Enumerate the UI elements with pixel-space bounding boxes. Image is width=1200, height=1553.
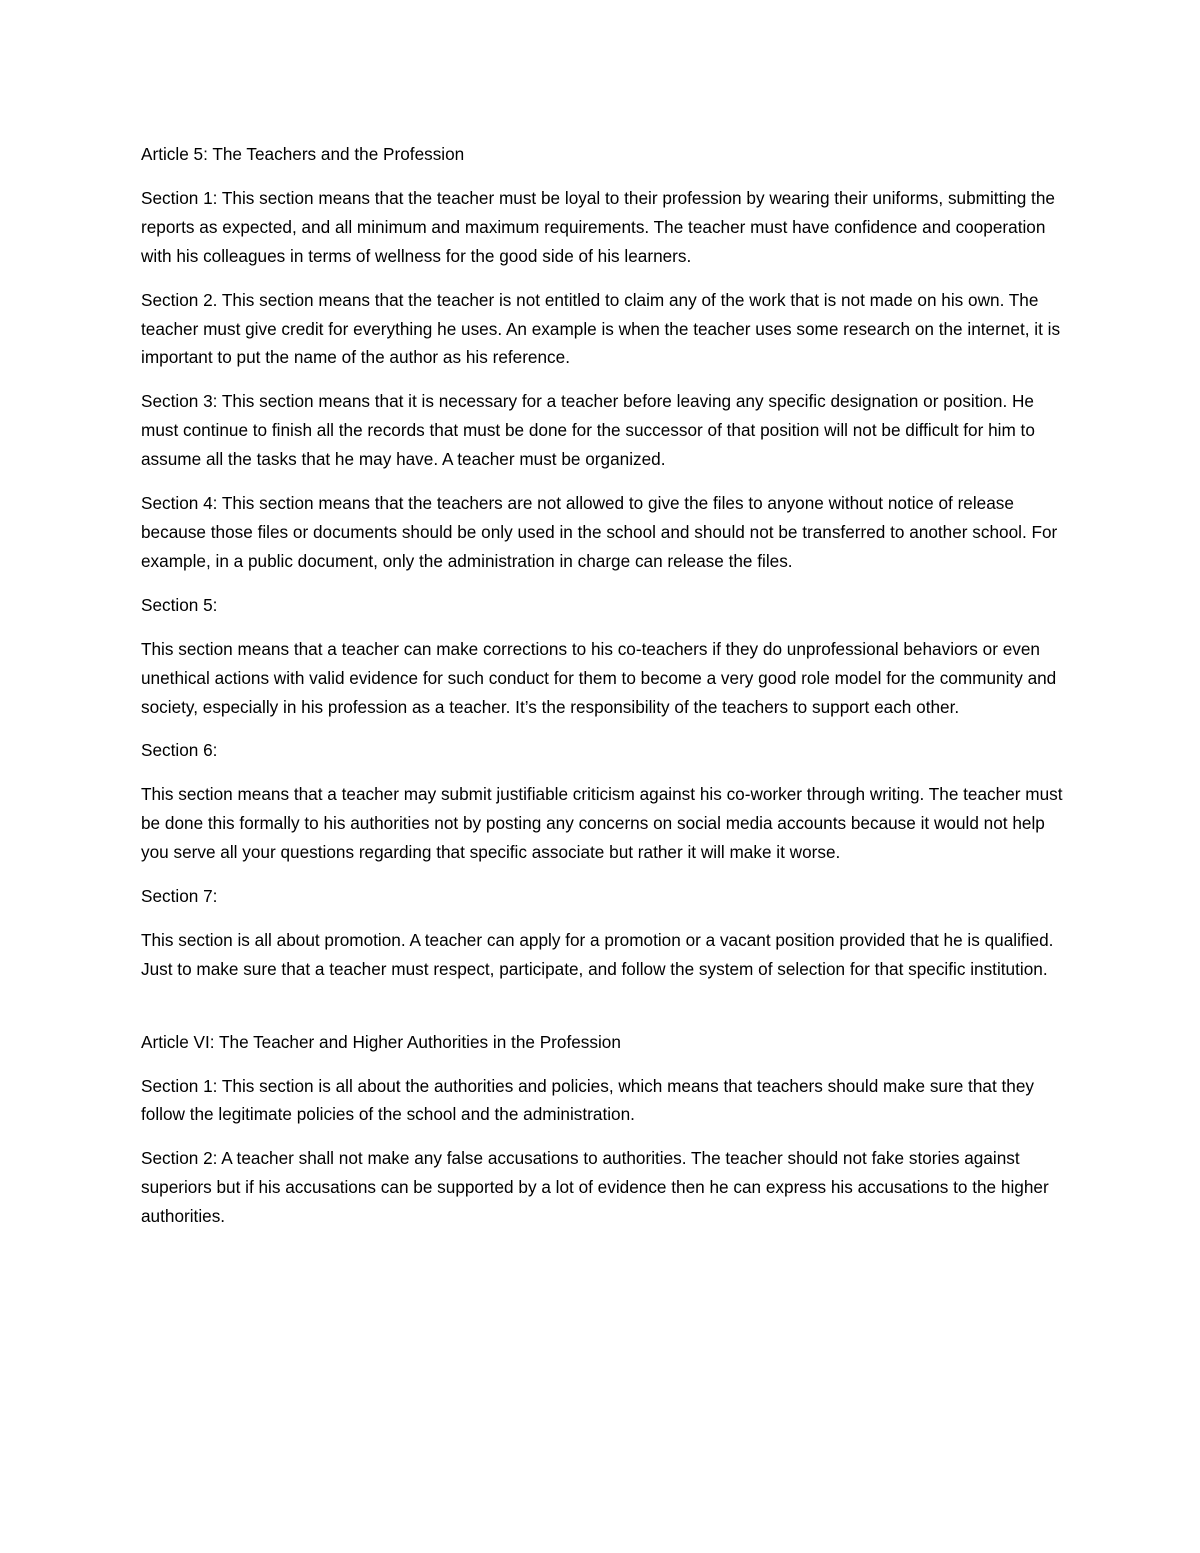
article-5-section-7-heading: Section 7: bbox=[141, 886, 218, 907]
article-6-section-2: Section 2: A teacher shall not make any false accusations to authorities. The teacher should not fake stories against superiors but if his accusations can be supported by a lot of evidence then he can express his accusations to the higher authorities. bbox=[141, 1148, 1049, 1227]
article-5-heading: Article 5: The Teachers and the Profession bbox=[141, 144, 465, 164]
article-5-section-7-body: This section is all about promotion. A teacher can apply for a promotion or a vacant position provided that he is qualified. Just to make sure that a teacher must respect, participate, and follow the system of selection for that specific institution. bbox=[141, 929, 1054, 979]
article-5-section-6-body: This section means that a teacher may submit justifiable criticism against his co-worker through writing. The teacher must be done this formally to his authorities not by posting any concerns on social media accounts because it would not help you serve all your questions regarding that specific associate but rather it will make it worse. bbox=[141, 784, 1063, 863]
article-5-section-4: Section 4: This section means that the teachers are not allowed to give the files to anyone without notice of release because those files or documents should be only used in the school and should not be transferred to another school. For example, in a public document, only the administration in charge can release the files. bbox=[141, 493, 1058, 571]
article-5-section-1: Section 1: This section means that the teacher must be loyal to their profession by wearing their uniforms, submitting the reports as expected, and all minimum and maximum requirements. The teacher must have confidence and cooperation with his colleagues in terms of wellness for the good side of his learners. bbox=[141, 187, 1055, 266]
article-5-section-5-heading: Section 5: bbox=[141, 594, 218, 615]
article-5-section-5-body: This section means that a teacher can make corrections to his co-teachers if they do unprofessional behaviors or even unethical actions with valid evidence for such conduct for them to become a very good role model for the community and society, especially in his profession as a teacher. It’s the responsibility of the teachers to support each other. bbox=[141, 638, 1057, 717]
article-5-section-6-heading: Section 6: bbox=[141, 740, 218, 761]
article-5-section-2: Section 2. This section means that the teacher is not entitled to claim any of the work that is not made on his own. The teacher must give credit for everything he uses. An example is when the teacher uses some research on the internet, it is important to put the name of the author as his reference. bbox=[141, 289, 1061, 368]
blank-line bbox=[141, 999, 1066, 1028]
article-6-heading: Article VI: The Teacher and Higher Authorities in the Profession bbox=[141, 1031, 621, 1052]
article-6-section-1: Section 1: This section is all about the authorities and policies, which means that teachers should make sure that they follow the legitimate policies of the school and the administration. bbox=[141, 1075, 1034, 1125]
article-5-section-3: Section 3: This section means that it is necessary for a teacher before leaving any specific designation or position. He must continue to finish all the records that must be done for the successor of that position will not be difficult for him to assume all the tasks that he may have. A teacher must be organized. bbox=[141, 391, 1035, 470]
document-body bbox=[141, 140, 1066, 1231]
